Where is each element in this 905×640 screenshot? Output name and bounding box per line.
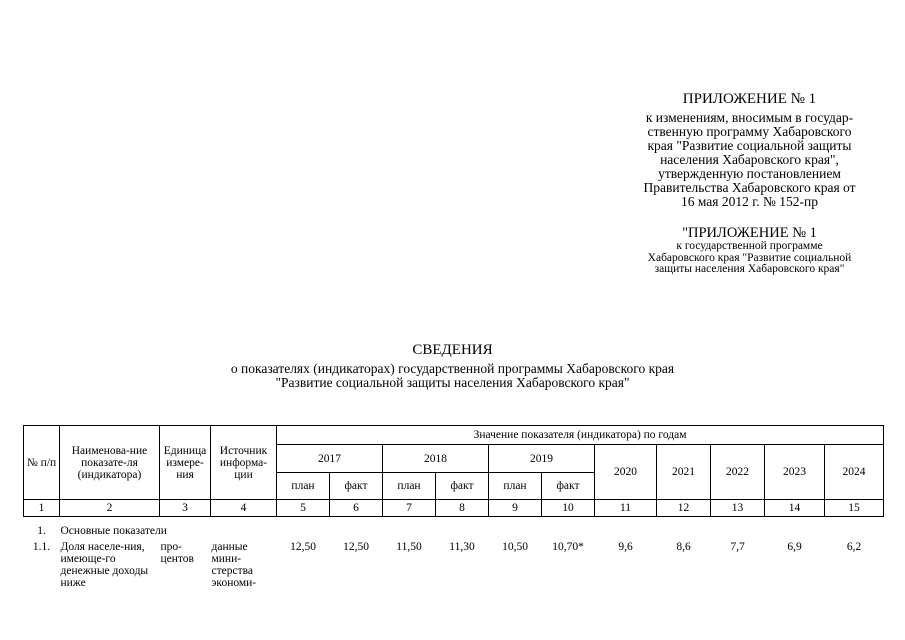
indicators-table [23,425,884,601]
program-appendix-line: Хабаровского края "Развитие социальной [647,251,852,264]
column-number: 9 [489,500,542,517]
column-number: 2 [60,500,160,517]
appendix-heading: ПРИЛОЖЕНИЕ № 1 [682,91,817,107]
header-year-2018: 2018 [383,445,489,473]
value-cell: 10,50 [502,541,528,553]
appendix-line: населения Хабаровского края", [660,152,839,167]
header-num: № п/п [24,426,60,500]
program-appendix-line: к государственной программе [676,240,823,252]
column-number: 11 [595,500,657,517]
header-fact: факт [330,473,383,500]
header-plan: план [383,473,436,500]
program-appendix-line: защиты населения Хабаровского края" [654,263,845,275]
appendix-line: утвержденную постановлением [658,166,841,181]
value-cell: 6,2 [846,541,862,553]
column-number: 6 [330,500,383,517]
column-number: 12 [657,500,711,517]
value-cell: 11,50 [396,541,422,553]
header-year-2017: 2017 [277,445,383,473]
column-number: 10 [542,500,595,517]
title-line-2: "Развитие социальной защиты населения Хабаровского края" [275,375,630,390]
header-fact: факт [436,473,489,500]
program-appendix-block [618,225,881,276]
value-cell: 8,6 [676,541,691,553]
column-numbers-row [24,500,884,517]
column-number: 13 [711,500,765,517]
header-year-2021: 2021 [657,445,711,500]
value-cell: 12,50 [290,541,316,553]
title-main: СВЕДЕНИЯ [412,342,493,358]
header-plan: план [277,473,330,500]
column-number: 14 [765,500,825,517]
title-subtitle [0,362,905,390]
program-appendix-heading: "ПРИЛОЖЕНИЕ № 1 [682,225,817,241]
header-fact: факт [542,473,595,500]
column-number: 4 [211,500,277,517]
value-cell: 6,9 [787,541,802,553]
header-name: Наименова-ние показате-ля (индикатора) [60,426,160,500]
column-number: 5 [277,500,330,517]
table-row [24,541,884,601]
appendix-text [618,111,881,209]
appendix-line: Правительства Хабаровского края от [643,180,856,195]
header-year-2023: 2023 [765,445,825,500]
value-cell: 12,50 [343,541,369,553]
row-name: Доля населе-ния, имеюще-го денежные доходы ниже [60,541,149,589]
value-cell: 11,30 [449,541,475,553]
row-unit: про-центов [160,541,194,565]
column-number: 15 [825,500,884,517]
section-name: Основные показатели [60,525,167,537]
appendix-line: ственную программу Хабаровского [647,124,852,139]
row-num: 1.1. [32,541,51,553]
appendix-line: края "Развитие социальной защиты [647,138,852,153]
row-source: данные мини-стерства экономи- [211,541,257,589]
header-plan: план [489,473,542,500]
section-num: 1. [37,525,46,537]
header-year-2020: 2020 [595,445,657,500]
header-unit: Единица измере-ния [160,426,211,500]
header-year-2022: 2022 [711,445,765,500]
column-number: 7 [383,500,436,517]
header-year-2024: 2024 [825,445,884,500]
appendix-line: 16 мая 2012 г. № 152-пр [680,194,819,209]
appendix-line: к изменениям, вносимым в государ- [645,110,854,125]
amendment-appendix-block [618,90,881,209]
column-number: 3 [160,500,211,517]
header-source: Источник информа-ции [211,426,277,500]
header-year-2019: 2019 [489,445,595,473]
value-cell: 9,6 [618,541,633,553]
column-number: 1 [24,500,60,517]
title-line-1: о показателях (индикаторах) государственной программы Хабаровского края [230,361,675,376]
header-values-group: Значение показателя (индикатора) по годам [277,426,884,445]
value-cell: 10,70* [552,541,584,553]
section-row [24,525,884,541]
value-cell: 7,7 [730,541,745,553]
program-appendix-text [618,241,881,276]
column-number: 8 [436,500,489,517]
